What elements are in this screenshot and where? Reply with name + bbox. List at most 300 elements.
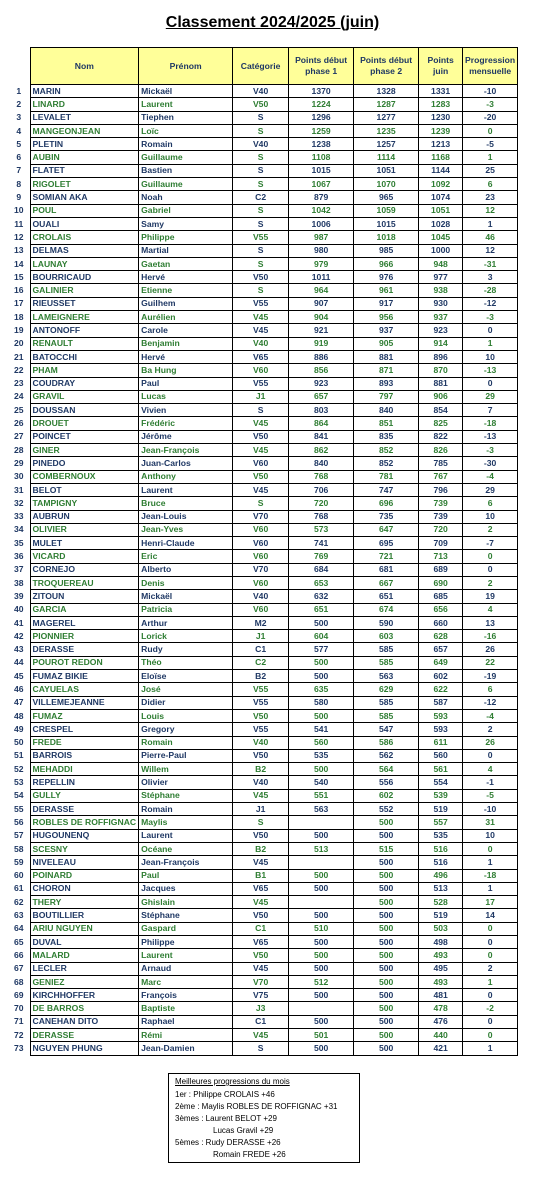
phase2-cell: 917 xyxy=(354,297,419,310)
phase1-cell: 500 xyxy=(289,1015,354,1028)
phase1-cell: 500 xyxy=(289,829,354,842)
juin-cell: 622 xyxy=(419,683,463,696)
progression-cell: 1 xyxy=(463,975,518,988)
table-row xyxy=(8,191,518,204)
rank-cell: 52 xyxy=(13,763,24,774)
nom-cell: VICARD xyxy=(30,550,139,563)
phase2-cell: 871 xyxy=(354,364,419,377)
prenom-cell: Jean-François xyxy=(139,856,233,869)
phase1-cell: 580 xyxy=(289,696,354,709)
table-row xyxy=(8,643,518,656)
rank-cell: 2 xyxy=(16,98,22,109)
rank-cell: 24 xyxy=(13,391,24,402)
rank-cell: 56 xyxy=(13,816,24,827)
juin-cell: 593 xyxy=(419,723,463,736)
nom-cell: CHORON xyxy=(30,882,139,895)
phase2-cell: 1277 xyxy=(354,111,419,124)
prenom-cell: Carole xyxy=(139,324,233,337)
rank-cell: 26 xyxy=(13,418,24,429)
table-row xyxy=(8,989,518,1002)
progression-cell: 0 xyxy=(463,1029,518,1042)
rank-cell: 4 xyxy=(16,125,22,136)
prenom-cell: Samy xyxy=(139,217,233,230)
progression-cell: -30 xyxy=(463,457,518,470)
phase1-cell: 1015 xyxy=(289,164,354,177)
rank-cell: 25 xyxy=(13,404,24,415)
prenom-cell: Henri-Claude xyxy=(139,537,233,550)
prenom-cell: Juan-Carlos xyxy=(139,457,233,470)
phase1-cell: 684 xyxy=(289,563,354,576)
categorie-cell: V55 xyxy=(233,377,289,390)
nom-cell: DROUET xyxy=(30,417,139,430)
phase2-cell: 747 xyxy=(354,483,419,496)
juin-cell: 709 xyxy=(419,537,463,550)
phase2-cell: 585 xyxy=(354,696,419,709)
phase1-cell: 535 xyxy=(289,749,354,762)
progression-cell: 3 xyxy=(463,271,518,284)
nom-cell: DUVAL xyxy=(30,936,139,949)
phase1-cell: 500 xyxy=(289,869,354,882)
nom-cell: BARROIS xyxy=(30,749,139,762)
phase1-cell xyxy=(289,816,354,829)
progression-cell: 0 xyxy=(463,936,518,949)
rank-cell: 19 xyxy=(13,324,24,335)
rank-header xyxy=(8,48,30,85)
phase2-cell: 893 xyxy=(354,377,419,390)
rank-cell: 6 xyxy=(16,152,22,163)
progression-cell: 0 xyxy=(463,922,518,935)
juin-cell: 822 xyxy=(419,430,463,443)
categorie-cell: V45 xyxy=(233,324,289,337)
progression-cell: 2 xyxy=(463,962,518,975)
categorie-cell: V50 xyxy=(233,949,289,962)
categorie-cell: V60 xyxy=(233,603,289,616)
phase1-cell: 500 xyxy=(289,882,354,895)
prenom-cell: Océane xyxy=(139,842,233,855)
rank-cell: 30 xyxy=(13,471,24,482)
rank-cell: 57 xyxy=(13,830,24,841)
categorie-cell: V55 xyxy=(233,297,289,310)
progression-cell: -13 xyxy=(463,430,518,443)
nom-cell: NIVELEAU xyxy=(30,856,139,869)
phase1-cell xyxy=(289,856,354,869)
table-row xyxy=(8,829,518,842)
table-row xyxy=(8,576,518,589)
table-row xyxy=(8,151,518,164)
nom-cell: FUMAZ BIKIE xyxy=(30,670,139,683)
rank-cell: 54 xyxy=(13,790,24,801)
categorie-cell: V50 xyxy=(233,749,289,762)
rank-cell: 69 xyxy=(13,989,24,1000)
table-row xyxy=(8,271,518,284)
juin-cell: 1000 xyxy=(419,244,463,257)
nom-cell: RIGOLET xyxy=(30,178,139,191)
phase1-cell: 500 xyxy=(289,936,354,949)
juin-cell: 870 xyxy=(419,364,463,377)
nom-cell: LINARD xyxy=(30,98,139,111)
juin-cell: 948 xyxy=(419,257,463,270)
table-row xyxy=(8,204,518,217)
categorie-cell: S xyxy=(233,497,289,510)
nom-cell: MEHADDI xyxy=(30,763,139,776)
progression-cell: -20 xyxy=(463,111,518,124)
categorie-cell: S xyxy=(233,111,289,124)
table-row xyxy=(8,311,518,324)
categorie-cell: V45 xyxy=(233,856,289,869)
prenom-cell: Jean-Yves xyxy=(139,523,233,536)
rank-cell: 32 xyxy=(13,497,24,508)
nom-cell: PINEDO xyxy=(30,457,139,470)
rank-cell: 37 xyxy=(13,564,24,575)
categorie-cell: V40 xyxy=(233,337,289,350)
phase2-cell: 556 xyxy=(354,776,419,789)
table-row xyxy=(8,590,518,603)
phase2-cell: 562 xyxy=(354,749,419,762)
prenom-cell: Lorick xyxy=(139,630,233,643)
nom-cell: LECLER xyxy=(30,962,139,975)
categorie-cell: V40 xyxy=(233,776,289,789)
categorie-cell: V65 xyxy=(233,882,289,895)
categorie-cell: S xyxy=(233,284,289,297)
progression-cell: 6 xyxy=(463,683,518,696)
categorie-cell: B1 xyxy=(233,869,289,882)
juin-cell: 1239 xyxy=(419,124,463,137)
phase2-cell: 500 xyxy=(354,949,419,962)
categorie-cell: M2 xyxy=(233,616,289,629)
phase1-cell: 651 xyxy=(289,603,354,616)
nom-cell: PHAM xyxy=(30,364,139,377)
juin-cell: 937 xyxy=(419,311,463,324)
rank-cell: 11 xyxy=(14,218,24,229)
phase1-cell: 768 xyxy=(289,510,354,523)
juin-cell: 685 xyxy=(419,590,463,603)
nom-cell: ARIU NGUYEN xyxy=(30,922,139,935)
phase2-cell: 500 xyxy=(354,829,419,842)
rank-cell: 17 xyxy=(13,298,24,309)
categorie-cell: V50 xyxy=(233,98,289,111)
phase1-cell: 769 xyxy=(289,550,354,563)
juin-cell: 478 xyxy=(419,1002,463,1015)
progression-cell: 0 xyxy=(463,749,518,762)
progression-cell: 14 xyxy=(463,909,518,922)
phase2-cell: 695 xyxy=(354,537,419,550)
phase1-cell: 841 xyxy=(289,430,354,443)
nom-cell: OUALI xyxy=(30,217,139,230)
phase2-cell: 797 xyxy=(354,390,419,403)
categorie-cell: V65 xyxy=(233,350,289,363)
nom-cell: POINARD xyxy=(30,869,139,882)
progression-cell: 1 xyxy=(463,217,518,230)
phase1-cell: 1296 xyxy=(289,111,354,124)
table-row xyxy=(8,683,518,696)
juin-cell: 496 xyxy=(419,869,463,882)
nom-cell: POINCET xyxy=(30,430,139,443)
progression-cell: -18 xyxy=(463,869,518,882)
table-row xyxy=(8,284,518,297)
prenom-cell: Philippe xyxy=(139,231,233,244)
phase1-cell: 886 xyxy=(289,350,354,363)
phase2-cell: 500 xyxy=(354,882,419,895)
nom-cell: GALINIER xyxy=(30,284,139,297)
categorie-cell: V45 xyxy=(233,311,289,324)
progression-cell: 31 xyxy=(463,816,518,829)
prenom-cell: Mickaël xyxy=(139,590,233,603)
prenom-cell: Loïc xyxy=(139,124,233,137)
juin-cell: 796 xyxy=(419,483,463,496)
rank-cell: 58 xyxy=(13,843,24,854)
prenom-cell: Etienne xyxy=(139,284,233,297)
nom-cell: POUL xyxy=(30,204,139,217)
rank-cell: 14 xyxy=(13,258,24,269)
progression-cell: -3 xyxy=(463,311,518,324)
categorie-cell: V50 xyxy=(233,271,289,284)
nom-cell: MULET xyxy=(30,537,139,550)
phase1-cell: 541 xyxy=(289,723,354,736)
phase2-cell: 781 xyxy=(354,470,419,483)
categorie-cell: V45 xyxy=(233,417,289,430)
categorie-cell: V55 xyxy=(233,723,289,736)
progression-cell: 2 xyxy=(463,723,518,736)
nom-cell: MAGEREL xyxy=(30,616,139,629)
phase2-cell: 590 xyxy=(354,616,419,629)
table-row xyxy=(8,324,518,337)
juin-cell: 440 xyxy=(419,1029,463,1042)
prenom-cell: Jean-Damien xyxy=(139,1042,233,1055)
juin-cell: 896 xyxy=(419,350,463,363)
phase1-cell: 500 xyxy=(289,670,354,683)
categorie-cell: V40 xyxy=(233,736,289,749)
phase2-cell: 966 xyxy=(354,257,419,270)
rank-cell: 40 xyxy=(13,604,24,615)
phase2-cell: 585 xyxy=(354,643,419,656)
rank-cell: 28 xyxy=(13,444,24,455)
table-row xyxy=(8,936,518,949)
nom-cell: POUROT REDON xyxy=(30,656,139,669)
prenom-cell: Rudy xyxy=(139,643,233,656)
phase1-cell: 840 xyxy=(289,457,354,470)
categorie-cell: J1 xyxy=(233,803,289,816)
progression-cell: -13 xyxy=(463,364,518,377)
nom-cell: RIEUSSET xyxy=(30,297,139,310)
phase2-cell: 1235 xyxy=(354,124,419,137)
prenom-cell: José xyxy=(139,683,233,696)
rank-cell: 72 xyxy=(13,1029,24,1040)
prenom-cell: Bruce xyxy=(139,497,233,510)
table-row xyxy=(8,217,518,230)
phase1-cell: 563 xyxy=(289,803,354,816)
rank-cell: 39 xyxy=(13,590,24,601)
categorie-cell: V55 xyxy=(233,683,289,696)
rank-cell: 44 xyxy=(13,657,24,668)
nom-cell: ZITOUN xyxy=(30,590,139,603)
juin-cell: 930 xyxy=(419,297,463,310)
rank-cell: 59 xyxy=(13,856,24,867)
phase2-cell: 852 xyxy=(354,444,419,457)
nom-cell: OLIVIER xyxy=(30,523,139,536)
prenom-cell: Benjamin xyxy=(139,337,233,350)
progression-cell: 17 xyxy=(463,896,518,909)
phase1-cell: 706 xyxy=(289,483,354,496)
phase2-cell: 586 xyxy=(354,736,419,749)
progression-cell: -4 xyxy=(463,470,518,483)
progression-cell: -5 xyxy=(463,789,518,802)
phase2-cell: 985 xyxy=(354,244,419,257)
table-row xyxy=(8,656,518,669)
phase2-cell: 585 xyxy=(354,656,419,669)
juin-cell: 739 xyxy=(419,510,463,523)
phase2-cell: 500 xyxy=(354,856,419,869)
table-row xyxy=(8,1029,518,1042)
table-row xyxy=(8,856,518,869)
phase1-cell: 512 xyxy=(289,975,354,988)
ranking-table xyxy=(8,47,518,1056)
progression-cell: -10 xyxy=(463,85,518,98)
rank-cell: 31 xyxy=(13,484,24,495)
nom-cell: DELMAS xyxy=(30,244,139,257)
table-header-row xyxy=(8,48,518,85)
categorie-cell: V45 xyxy=(233,962,289,975)
juin-cell: 906 xyxy=(419,390,463,403)
nom-cell: REPELLIN xyxy=(30,776,139,789)
progression-cell: 7 xyxy=(463,404,518,417)
phase2-cell: 937 xyxy=(354,324,419,337)
rank-cell: 53 xyxy=(13,777,24,788)
phase1-cell: 657 xyxy=(289,390,354,403)
juin-cell: 557 xyxy=(419,816,463,829)
nom-cell: LAUNAY xyxy=(30,257,139,270)
phase2-cell: 500 xyxy=(354,936,419,949)
table-row xyxy=(8,550,518,563)
table-row xyxy=(8,470,518,483)
juin-cell: 785 xyxy=(419,457,463,470)
progression-cell: 0 xyxy=(463,124,518,137)
phase2-cell: 564 xyxy=(354,763,419,776)
nom-cell: DERASSE xyxy=(30,643,139,656)
prenom-cell: Aurélien xyxy=(139,311,233,324)
phase2-cell: 500 xyxy=(354,962,419,975)
categorie-cell: B2 xyxy=(233,670,289,683)
rank-cell: 55 xyxy=(13,803,24,814)
phase1-cell xyxy=(289,896,354,909)
rank-cell: 20 xyxy=(13,338,24,349)
progression-cell: -19 xyxy=(463,670,518,683)
prenom-cell: Olivier xyxy=(139,776,233,789)
table-row xyxy=(8,364,518,377)
rank-cell: 66 xyxy=(13,949,24,960)
table-row xyxy=(8,603,518,616)
nom-cell: DOUSSAN xyxy=(30,404,139,417)
phase1-cell: 919 xyxy=(289,337,354,350)
categorie-cell: V50 xyxy=(233,470,289,483)
progression-cell: -31 xyxy=(463,257,518,270)
nom-cell: GINER xyxy=(30,444,139,457)
prenom-cell: Denis xyxy=(139,576,233,589)
table-row xyxy=(8,297,518,310)
progression-cell: 6 xyxy=(463,497,518,510)
phase2-cell: 500 xyxy=(354,909,419,922)
phase2-cell: 500 xyxy=(354,989,419,1002)
phase1-cell: 1108 xyxy=(289,151,354,164)
page-title: Classement 2024/2025 (juin) xyxy=(165,14,380,31)
phase1-cell: 979 xyxy=(289,257,354,270)
categorie-cell: S xyxy=(233,217,289,230)
table-row xyxy=(8,350,518,363)
phase2-cell: 674 xyxy=(354,603,419,616)
juin-cell: 503 xyxy=(419,922,463,935)
prenom-cell: Mickaël xyxy=(139,85,233,98)
juin-cell: 713 xyxy=(419,550,463,563)
phase2-cell: 500 xyxy=(354,1002,419,1015)
progression-cell: -1 xyxy=(463,776,518,789)
nom-cell: DE BARROS xyxy=(30,1002,139,1015)
categorie-cell: S xyxy=(233,404,289,417)
table-row xyxy=(8,776,518,789)
nom-cell: BOUTILLIER xyxy=(30,909,139,922)
phase1-cell: 501 xyxy=(289,1029,354,1042)
progression-cell: 12 xyxy=(463,204,518,217)
rank-cell: 18 xyxy=(13,311,24,322)
table-row xyxy=(8,1042,518,1055)
nom-cell: ANTONOFF xyxy=(30,324,139,337)
prenom-cell: Romain xyxy=(139,736,233,749)
categorie-cell: C1 xyxy=(233,1015,289,1028)
phase1-cell: 923 xyxy=(289,377,354,390)
rank-cell: 27 xyxy=(13,431,24,442)
prenom-cell: Stéphane xyxy=(139,789,233,802)
juin-cell: 560 xyxy=(419,749,463,762)
juin-cell: 660 xyxy=(419,616,463,629)
nom-cell: BELOT xyxy=(30,483,139,496)
rank-cell: 68 xyxy=(13,976,24,987)
phase1-cell: 551 xyxy=(289,789,354,802)
juin-cell: 535 xyxy=(419,829,463,842)
table-row xyxy=(8,922,518,935)
categorie-cell: V70 xyxy=(233,510,289,523)
categorie-cell: S xyxy=(233,204,289,217)
categorie-cell: V75 xyxy=(233,989,289,1002)
header-nom: Nom xyxy=(30,48,139,85)
ranking-body xyxy=(8,85,518,1056)
rank-cell: 33 xyxy=(13,511,24,522)
progression-cell: 0 xyxy=(463,989,518,1002)
rank-cell: 21 xyxy=(13,351,24,362)
prenom-cell: Raphael xyxy=(139,1015,233,1028)
prenom-cell: Guilhem xyxy=(139,297,233,310)
prenom-cell: Gabriel xyxy=(139,204,233,217)
progression-cell: 13 xyxy=(463,616,518,629)
nom-cell: CRESPEL xyxy=(30,723,139,736)
prenom-cell: Jérôme xyxy=(139,430,233,443)
best-progression-line: Lucas Gravil +29 xyxy=(213,1126,274,1135)
progression-cell: 1 xyxy=(463,882,518,895)
juin-cell: 1213 xyxy=(419,138,463,151)
prenom-cell: Didier xyxy=(139,696,233,709)
categorie-cell: S xyxy=(233,178,289,191)
table-row xyxy=(8,430,518,443)
prenom-cell: Laurent xyxy=(139,949,233,962)
best-progression-line: 2ème : Maylis ROBLES DE ROFFIGNAC +31 xyxy=(175,1102,338,1111)
categorie-cell: S xyxy=(233,1042,289,1055)
best-progressions-list xyxy=(175,1090,353,1162)
prenom-cell: Gaetan xyxy=(139,257,233,270)
progression-cell: 0 xyxy=(463,550,518,563)
nom-cell: AUBIN xyxy=(30,151,139,164)
phase2-cell: 721 xyxy=(354,550,419,563)
rank-cell: 8 xyxy=(16,178,22,189)
table-row xyxy=(8,975,518,988)
juin-cell: 554 xyxy=(419,776,463,789)
phase1-cell: 540 xyxy=(289,776,354,789)
